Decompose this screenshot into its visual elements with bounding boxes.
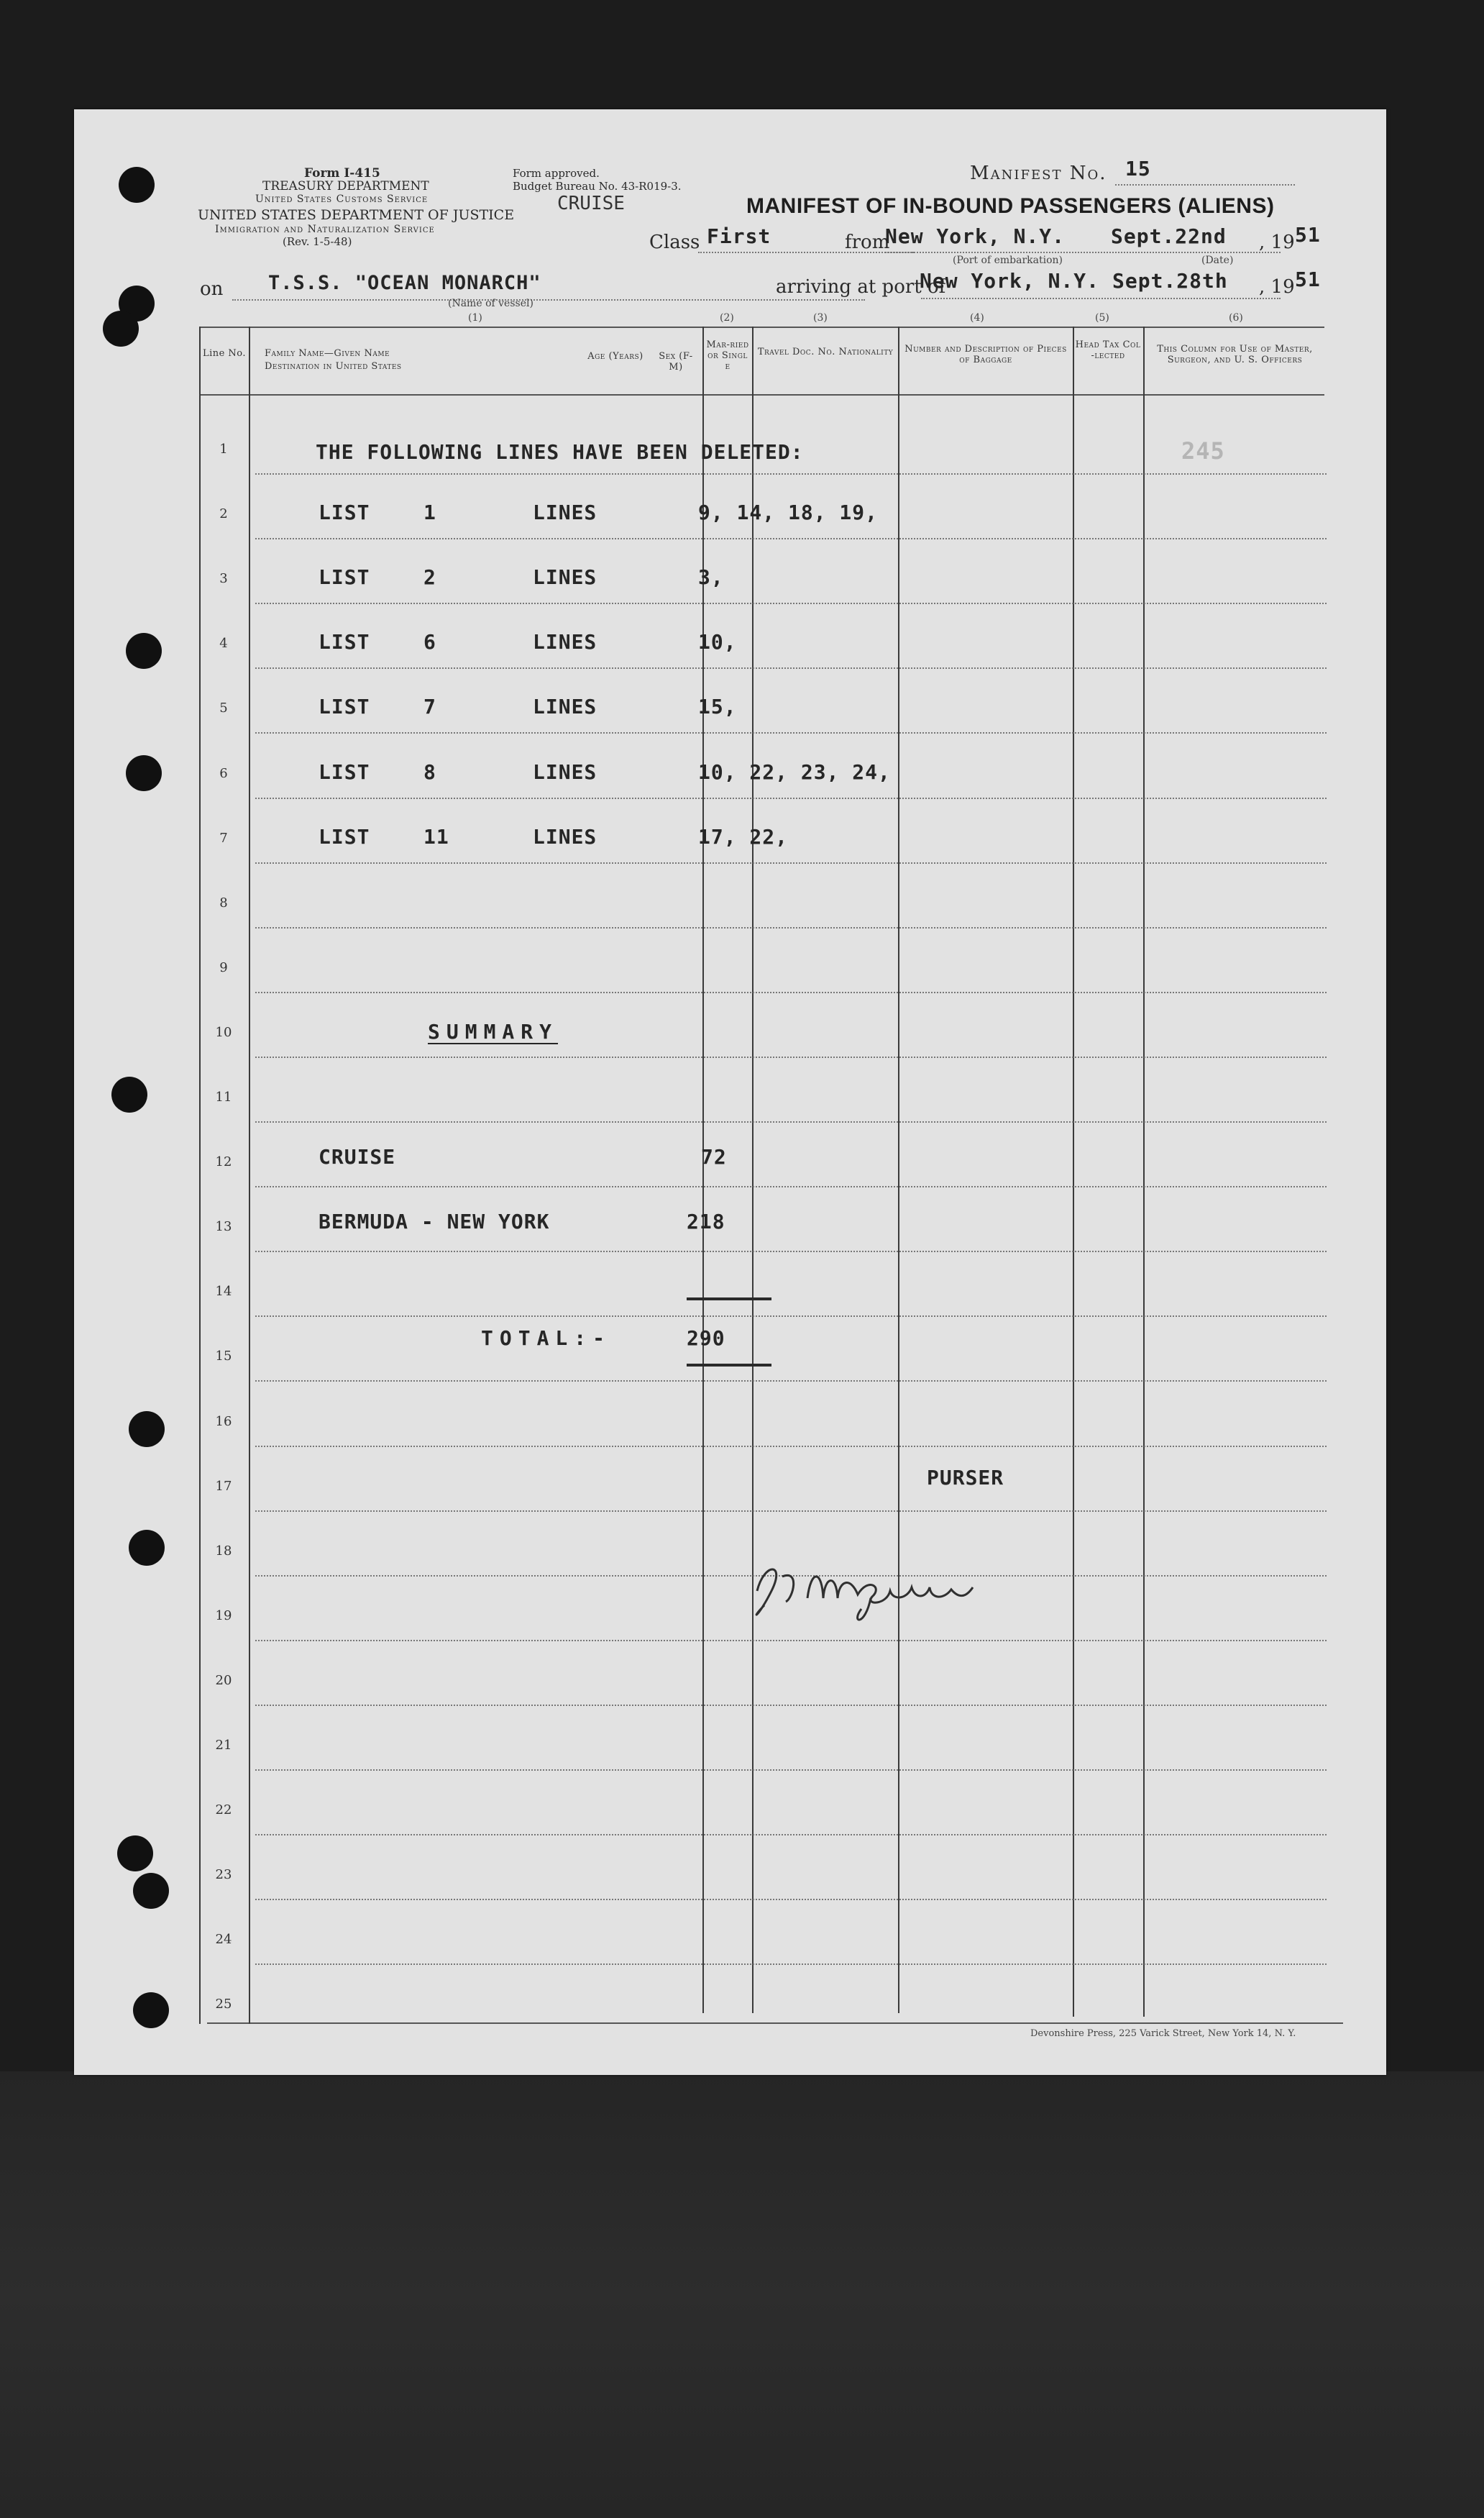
row-rule	[255, 473, 1327, 475]
col-num-6: (6)	[1229, 312, 1243, 324]
customs-service: United States Customs Service	[255, 193, 429, 205]
deletion-list-label: LIST	[319, 630, 370, 654]
total-rule-top	[687, 1297, 771, 1300]
revision-date: (Rev. 1-5-48)	[283, 235, 352, 248]
officer-note: 245	[1181, 437, 1225, 465]
header-age: Age (Years)	[587, 351, 643, 362]
scan-background	[0, 2071, 1484, 2518]
binder-hole	[133, 1873, 169, 1909]
line-number: 14	[215, 1284, 232, 1300]
deletion-list-number: 1	[423, 501, 436, 525]
deletion-list-number: 7	[423, 695, 436, 719]
line-number: 5	[219, 701, 228, 716]
col-num-4: (4)	[970, 312, 984, 324]
vessel-name: T.S.S. "OCEAN MONARCH"	[268, 272, 541, 294]
line-number: 23	[215, 1867, 232, 1883]
deletion-lines-label: LINES	[533, 501, 597, 525]
header-line-no: Line No.	[202, 348, 247, 359]
date-caption: (Date)	[1201, 255, 1234, 266]
department-justice: UNITED STATES DEPARTMENT OF JUSTICE	[198, 207, 515, 223]
line-number: 6	[219, 765, 228, 781]
deletion-line-values: 15,	[698, 695, 737, 719]
binder-hole	[129, 1411, 165, 1447]
line-number: 18	[215, 1543, 232, 1559]
year-prefix: , 19	[1259, 232, 1295, 253]
binder-hole	[117, 1835, 153, 1871]
summary-value: 72	[701, 1145, 727, 1169]
deletion-list-label: LIST	[319, 565, 370, 590]
header-name: Family Name—Given Name	[265, 348, 390, 359]
sail-date: Sept.22nd	[1111, 224, 1227, 248]
row-rule	[255, 538, 1327, 539]
deletion-lines-label: LINES	[533, 824, 597, 849]
line-number: 15	[215, 1349, 232, 1364]
line-number: 4	[219, 636, 228, 652]
manifest-number: 15	[1125, 157, 1151, 181]
class-label: Class	[649, 232, 700, 253]
row-rule	[255, 1769, 1327, 1771]
immigration-service: Immigration and Naturalization Service	[215, 224, 435, 235]
col-num-2: (2)	[720, 312, 734, 324]
row-rule	[255, 1057, 1327, 1058]
col-num-3: (3)	[813, 312, 828, 324]
header-sex: Sex (F-M)	[659, 351, 693, 373]
deletion-list-number: 6	[423, 630, 436, 654]
binder-hole	[119, 167, 155, 203]
row-rule	[255, 1446, 1327, 1447]
col-num-5: (5)	[1095, 312, 1109, 324]
row-rule	[255, 1705, 1327, 1706]
line-number: 11	[215, 1090, 232, 1105]
line-number: 10	[215, 1024, 232, 1040]
row-rule	[255, 862, 1327, 864]
deletion-line-values: 17, 22,	[698, 824, 789, 849]
deletion-list-label: LIST	[319, 695, 370, 719]
row-rule	[255, 1899, 1327, 1900]
arrival-year: 51	[1295, 268, 1321, 291]
line-number: 9	[219, 959, 228, 975]
summary-value: 218	[687, 1210, 725, 1233]
arrival-date: Sept.28th	[1112, 269, 1228, 293]
binder-hole	[133, 1992, 169, 2028]
purser-label: PURSER	[927, 1466, 1004, 1490]
port-embarkation-caption: (Port of embarkation)	[953, 255, 1063, 266]
deletion-list-label: LIST	[319, 501, 370, 525]
form-title: MANIFEST OF IN-BOUND PASSENGERS (ALIENS)	[746, 194, 1275, 218]
line-number: 17	[215, 1478, 232, 1494]
deletion-list-number: 2	[423, 565, 436, 590]
header-officers: This Column for Use of Master, Surgeon, and U. S. Officers	[1157, 344, 1313, 365]
line-number: 25	[215, 1997, 232, 2012]
deleted-heading: THE FOLLOWING LINES HAVE BEEN DELETED:	[316, 440, 804, 464]
sail-year: 51	[1295, 223, 1321, 247]
arrival-port: New York, N.Y.	[920, 269, 1100, 293]
line-number: 12	[215, 1154, 232, 1170]
line-number: 8	[219, 895, 228, 911]
line-number: 3	[219, 571, 228, 587]
header-head-tax: Head Tax Col-lected	[1075, 339, 1141, 361]
manifest-label: Manifest No.	[970, 163, 1107, 184]
deletion-line-values: 10,	[698, 630, 737, 654]
deletion-list-label: LIST	[319, 824, 370, 849]
deletion-lines-label: LINES	[533, 565, 597, 590]
binder-hole	[126, 633, 162, 669]
deletion-line-values: 10, 22, 23, 24,	[698, 759, 891, 784]
row-rule	[255, 1121, 1327, 1123]
line-number: 1	[219, 442, 228, 457]
line-number: 19	[215, 1607, 232, 1623]
deletion-list-label: LIST	[319, 759, 370, 784]
summary-label: CRUISE	[319, 1145, 396, 1169]
deletion-lines-label: LINES	[533, 759, 597, 784]
total-label: TOTAL:-	[481, 1326, 612, 1350]
deletion-lines-label: LINES	[533, 695, 597, 719]
line-number: 7	[219, 830, 228, 846]
total-value: 290	[687, 1326, 725, 1350]
binder-hole	[103, 311, 139, 347]
row-rule	[255, 1640, 1327, 1641]
arriving-label: arriving at port of	[776, 276, 946, 298]
summary-heading: SUMMARY	[428, 1020, 559, 1044]
deletion-line-values: 3,	[698, 565, 724, 590]
deletion-list-number: 8	[423, 759, 436, 784]
form-number: Form I-415	[304, 166, 380, 181]
row-rule	[255, 667, 1327, 669]
vessel-caption: (Name of vessel)	[448, 298, 533, 309]
budget-bureau: Budget Bureau No. 43-R019-3.	[513, 180, 682, 193]
summary-label: BERMUDA - NEW YORK	[319, 1210, 550, 1233]
row-rule	[255, 1380, 1327, 1382]
treasury-department: TREASURY DEPARTMENT	[262, 179, 429, 193]
row-rule	[255, 732, 1327, 734]
row-rule	[255, 1315, 1327, 1317]
from-value: New York, N.Y.	[885, 224, 1066, 248]
year-prefix-2: , 19	[1259, 276, 1295, 298]
row-rule	[255, 1186, 1327, 1187]
deletion-lines-label: LINES	[533, 630, 597, 654]
manifest-page	[74, 109, 1386, 2075]
line-number: 21	[215, 1738, 232, 1753]
total-rule-bottom	[687, 1364, 771, 1367]
line-number: 24	[215, 1932, 232, 1948]
form-approved: Form approved.	[513, 167, 600, 180]
row-rule	[255, 927, 1327, 929]
row-rule	[255, 1834, 1327, 1835]
cruise-stamp: CRUISE	[557, 193, 625, 214]
deletion-line-values: 9, 14, 18, 19,	[698, 501, 879, 525]
line-number: 2	[219, 506, 228, 522]
row-rule	[255, 1963, 1327, 1965]
row-rule	[255, 798, 1327, 799]
header-baggage: Number and Description of Pieces of Baggage	[904, 344, 1067, 365]
binder-hole	[111, 1077, 147, 1113]
binder-hole	[126, 755, 162, 791]
purser-signature	[743, 1548, 987, 1627]
row-rule	[255, 992, 1327, 993]
on-label: on	[200, 278, 224, 300]
class-value: First	[707, 224, 771, 248]
from-label: from	[845, 232, 890, 253]
row-rule	[255, 603, 1327, 604]
line-number: 16	[215, 1413, 232, 1429]
deletion-list-number: 11	[423, 824, 449, 849]
header-destination: Destination in United States	[265, 361, 402, 372]
header-married: Mar-ried or Single	[706, 339, 749, 372]
row-rule	[255, 1510, 1327, 1512]
printer-credit: Devonshire Press, 225 Varick Street, New York 14, N. Y.	[1030, 2028, 1296, 2039]
line-number: 13	[215, 1219, 232, 1235]
header-travel-doc: Travel Doc. No. Nationality	[757, 347, 894, 357]
col-num-1: (1)	[468, 312, 482, 324]
line-number: 20	[215, 1672, 232, 1688]
row-rule	[255, 1251, 1327, 1252]
line-number: 22	[215, 1802, 232, 1818]
binder-hole	[129, 1530, 165, 1566]
